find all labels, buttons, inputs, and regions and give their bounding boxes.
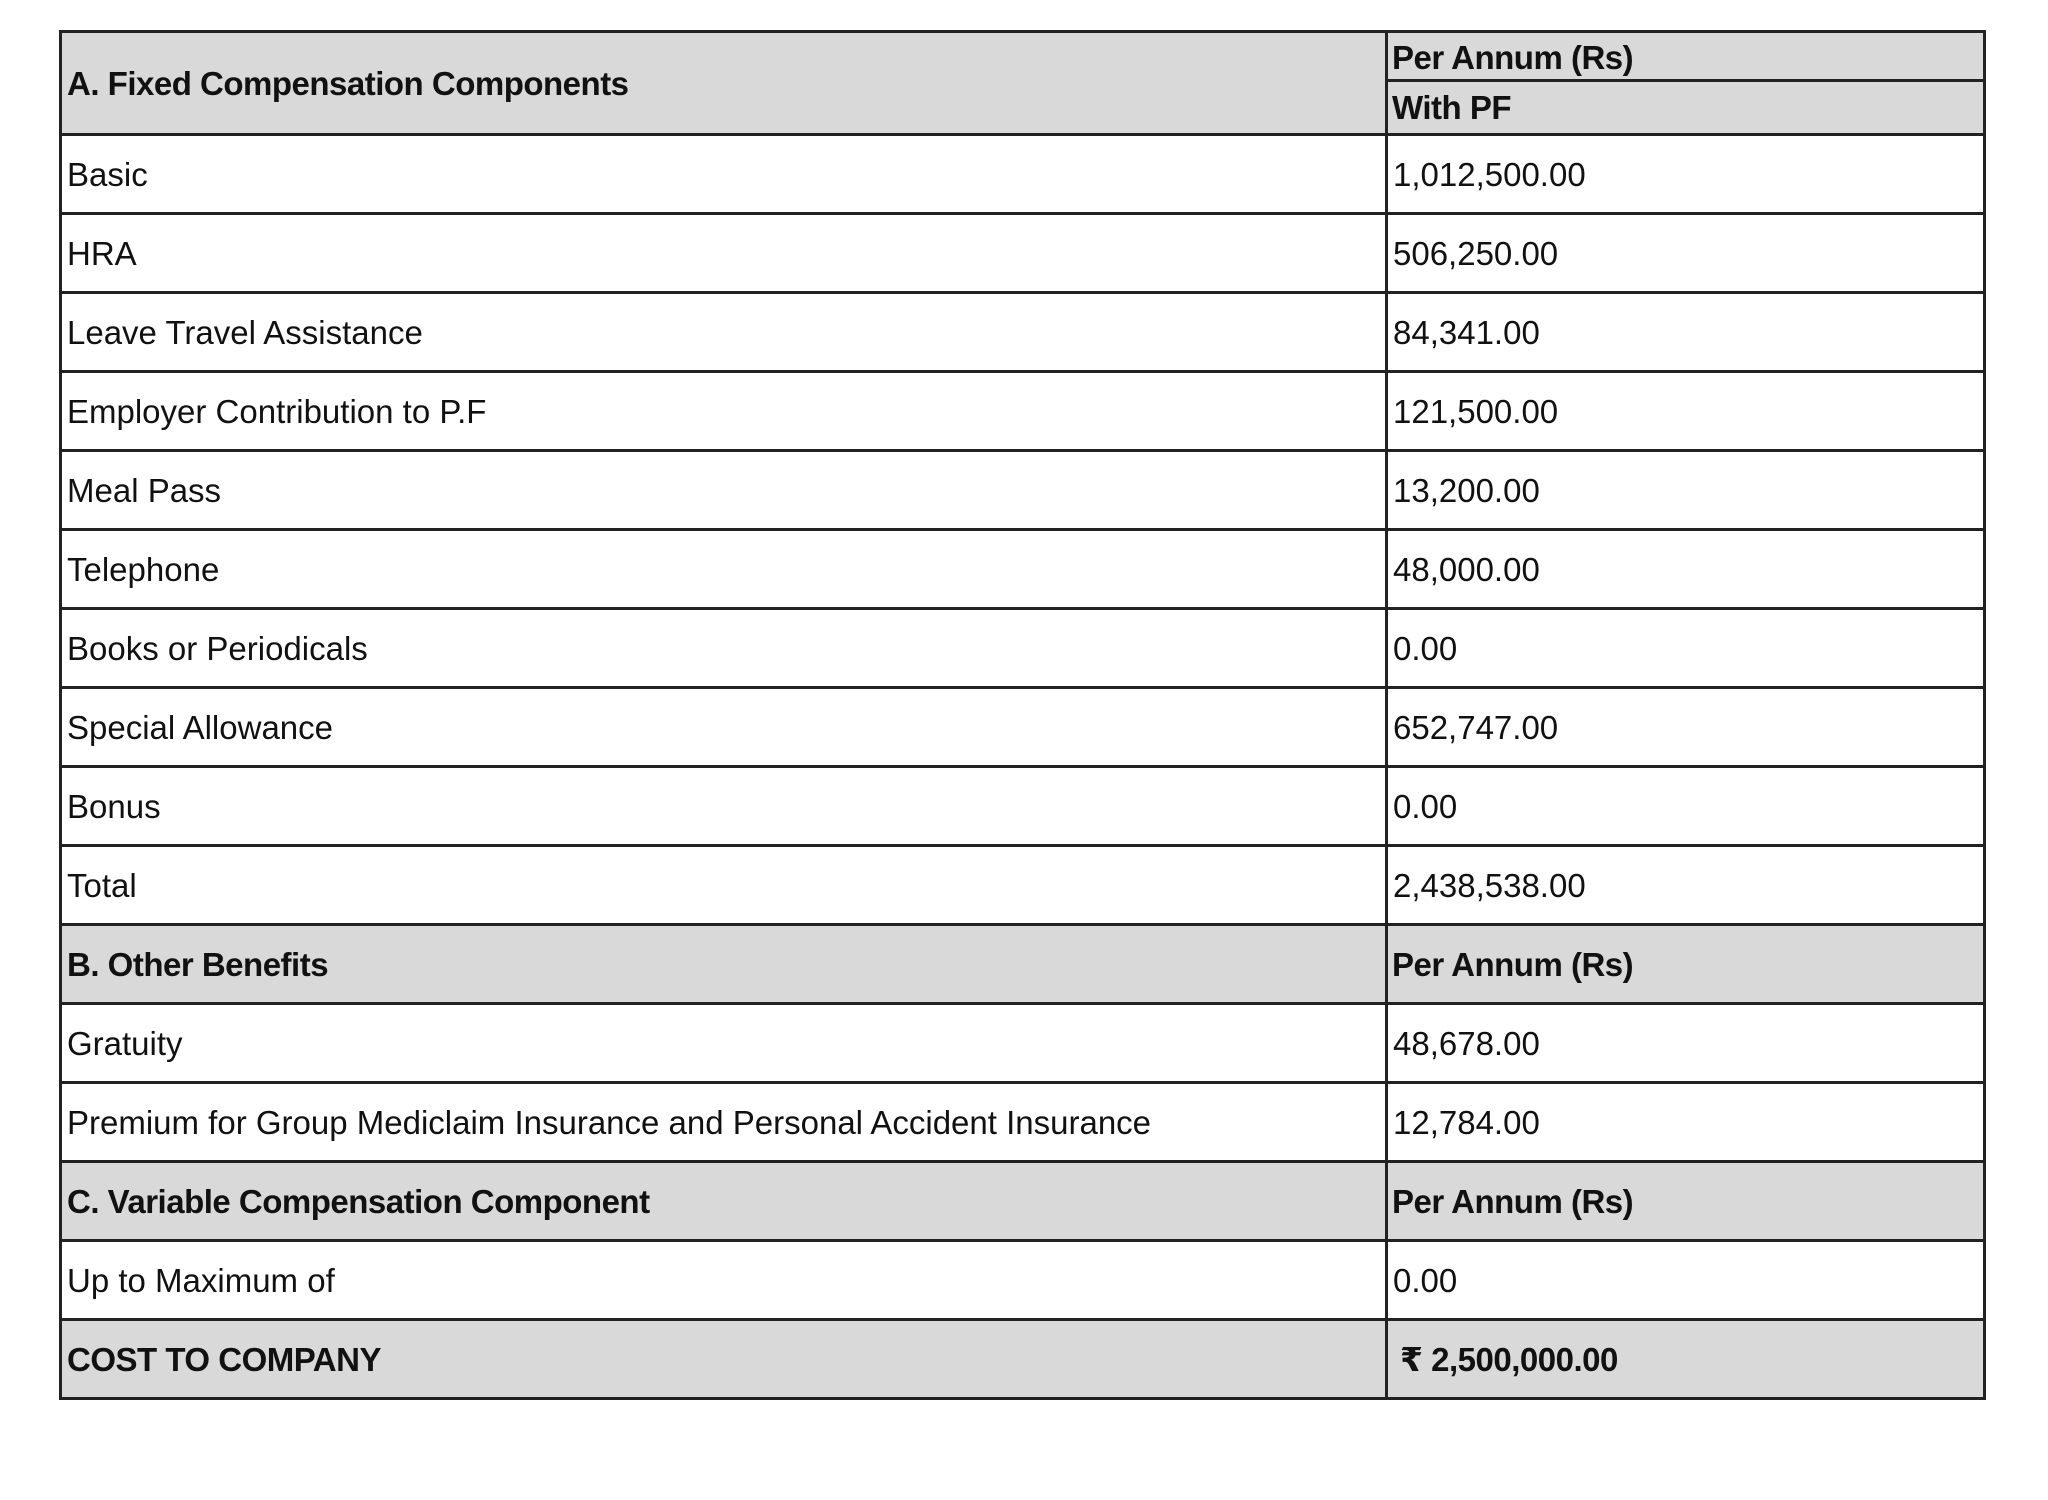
section-a-value-header: Per Annum (Rs) (1387, 32, 1985, 81)
section-b-header-row (61, 925, 1985, 1004)
section-a-value-subheader: With PF (1387, 81, 1985, 135)
section-a-header-row (61, 32, 1985, 81)
row-value: 12,784.00 (1387, 1083, 1985, 1162)
table-row (61, 451, 1985, 530)
row-value: 48,678.00 (1387, 1004, 1985, 1083)
table-row (61, 1083, 1985, 1162)
row-label: Books or Periodicals (61, 609, 1387, 688)
table-row (61, 609, 1985, 688)
table-row (61, 688, 1985, 767)
table-row (61, 135, 1985, 214)
table-row (61, 293, 1985, 372)
table-row (61, 214, 1985, 293)
row-value: 13,200.00 (1387, 451, 1985, 530)
section-a-title: A. Fixed Compensation Components (61, 32, 1387, 135)
cost-to-company-row (61, 1320, 1985, 1399)
row-label: Leave Travel Assistance (61, 293, 1387, 372)
row-label: Premium for Group Mediclaim Insurance and Personal Accident Insurance (61, 1083, 1387, 1162)
row-label: Telephone (61, 530, 1387, 609)
row-label: HRA (61, 214, 1387, 293)
table-row (61, 1241, 1985, 1320)
total-value: 2,438,538.00 (1387, 846, 1985, 925)
row-value: 0.00 (1387, 767, 1985, 846)
row-label: Bonus (61, 767, 1387, 846)
total-label: Total (61, 846, 1387, 925)
compensation-table (59, 30, 1986, 1400)
row-value: 652,747.00 (1387, 688, 1985, 767)
section-c-header-row (61, 1162, 1985, 1241)
cost-to-company-value: ₹ 2,500,000.00 (1387, 1320, 1985, 1399)
total-row (61, 846, 1985, 925)
row-value: 48,000.00 (1387, 530, 1985, 609)
cost-to-company-label: COST TO COMPANY (61, 1320, 1387, 1399)
table-row (61, 530, 1985, 609)
table-row (61, 1004, 1985, 1083)
row-label: Special Allowance (61, 688, 1387, 767)
row-value: 1,012,500.00 (1387, 135, 1985, 214)
table-row (61, 372, 1985, 451)
row-label: Meal Pass (61, 451, 1387, 530)
section-b-value-header: Per Annum (Rs) (1387, 925, 1985, 1004)
row-value: 506,250.00 (1387, 214, 1985, 293)
row-value: 121,500.00 (1387, 372, 1985, 451)
row-label: Up to Maximum of (61, 1241, 1387, 1320)
row-label: Gratuity (61, 1004, 1387, 1083)
section-c-value-header: Per Annum (Rs) (1387, 1162, 1985, 1241)
table-row (61, 767, 1985, 846)
row-value: 0.00 (1387, 609, 1985, 688)
section-c-title: C. Variable Compensation Component (61, 1162, 1387, 1241)
row-label: Basic (61, 135, 1387, 214)
row-value: 0.00 (1387, 1241, 1985, 1320)
row-label: Employer Contribution to P.F (61, 372, 1387, 451)
row-value: 84,341.00 (1387, 293, 1985, 372)
section-b-title: B. Other Benefits (61, 925, 1387, 1004)
